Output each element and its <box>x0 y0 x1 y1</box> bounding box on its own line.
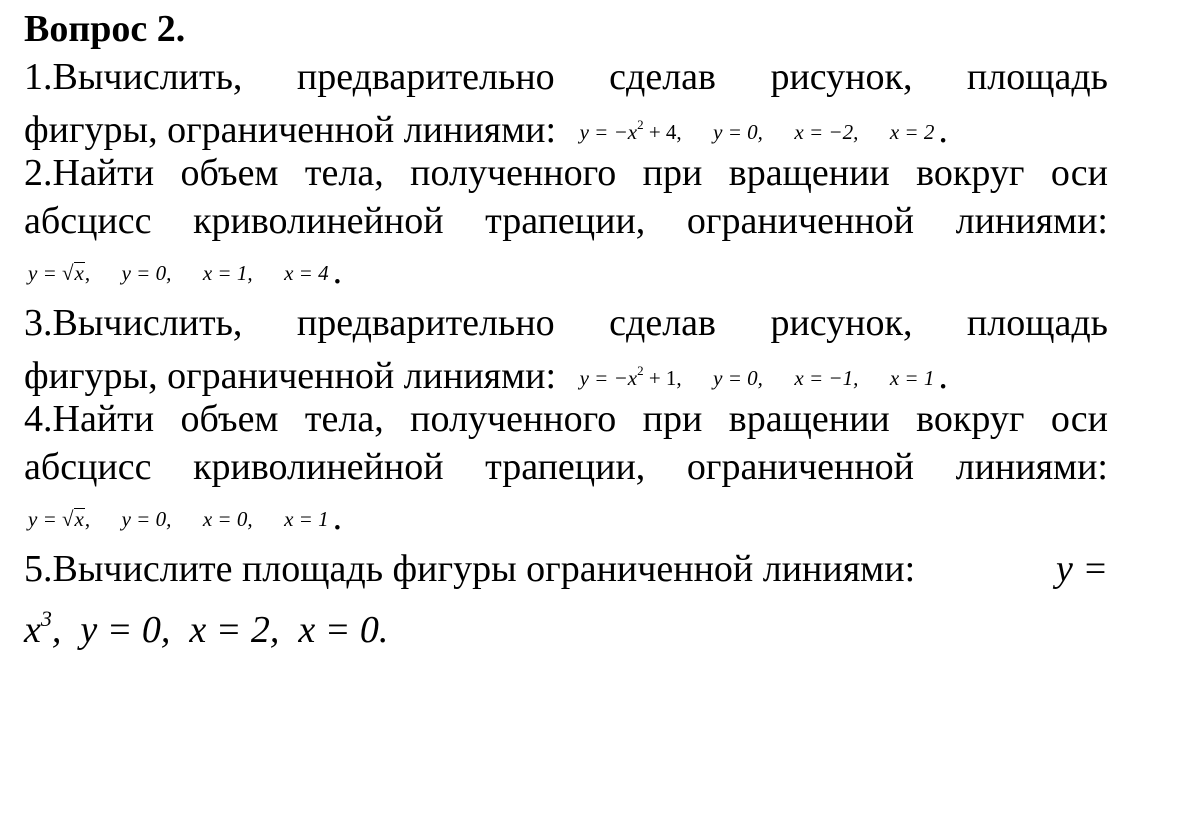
q2-formula-2: y = 0, <box>121 261 172 285</box>
q3-formula-2: y = 0, <box>713 366 763 390</box>
q3-line-2 <box>24 348 1108 401</box>
q3-end-dot: . <box>938 355 948 397</box>
q2-formula-1: y = √x, <box>28 261 91 285</box>
q3-formula-1: $y = -x^2 + 1$, <box>579 363 682 390</box>
q1-line-2 <box>24 102 1108 155</box>
q3-formula-4: x = 1 <box>889 366 935 390</box>
q3-line-1: 3.Вычислить, предварительно сделав рисунок, площадь <box>24 302 1108 344</box>
question-title: Вопрос 2. <box>24 8 186 50</box>
q4-formula-line <box>24 494 1108 542</box>
q1-formula-3: x = −2, <box>794 120 859 144</box>
q1-formula-1: $y = -x^2 + 4$, <box>579 117 682 144</box>
q3-formula-3: x = −1, <box>794 366 859 390</box>
q2-formula-3: x = 1, <box>202 261 253 285</box>
q5-line-1-text: 5.Вычислите площадь фигуры ограниченной линиями: <box>24 548 916 590</box>
q4-formula-1: y = √x, <box>28 507 91 531</box>
q2-formula-4: x = 4 <box>284 261 329 285</box>
q2-end-dot: . <box>332 250 343 292</box>
q1-line-1: 1.Вычислить, предварительно сделав рисунок, площадь <box>24 56 1108 98</box>
q1-end-dot: . <box>938 109 948 151</box>
q2-line-1: 2.Найти объем тела, полученного при вращении вокруг оси <box>24 152 1108 194</box>
q4-line-2: абсцисс криволинейной трапеции, ограниченной линиями: <box>24 446 1108 488</box>
q4-line-1: 4.Найти объем тела, полученного при вращении вокруг оси <box>24 398 1108 440</box>
q1-line-2-text: фигуры, ограниченной линиями: <box>24 109 557 151</box>
q5-line-1-math: y = <box>1055 548 1108 590</box>
q4-formula-3: x = 0, <box>202 507 253 531</box>
q5-exponent: 3 <box>40 606 52 631</box>
q5-rest: , y = 0, x = 2, x = 0. <box>51 609 389 651</box>
q1-formula-2: y = 0, <box>713 120 763 144</box>
q1-formula-4: x = 2 <box>889 120 935 144</box>
q5-x: x <box>24 609 41 651</box>
q3-line-2-text: фигуры, ограниченной линиями: <box>24 355 557 397</box>
q4-formula-2: y = 0, <box>121 507 172 531</box>
q5-line-1 <box>24 546 1108 592</box>
q2-line-2: абсцисс криволинейной трапеции, ограниченной линиями: <box>24 200 1108 242</box>
q5-line-2 <box>24 596 1108 653</box>
q2-formula-line <box>24 248 1108 296</box>
q4-formula-4: x = 1 <box>284 507 329 531</box>
q4-end-dot: . <box>332 496 343 538</box>
